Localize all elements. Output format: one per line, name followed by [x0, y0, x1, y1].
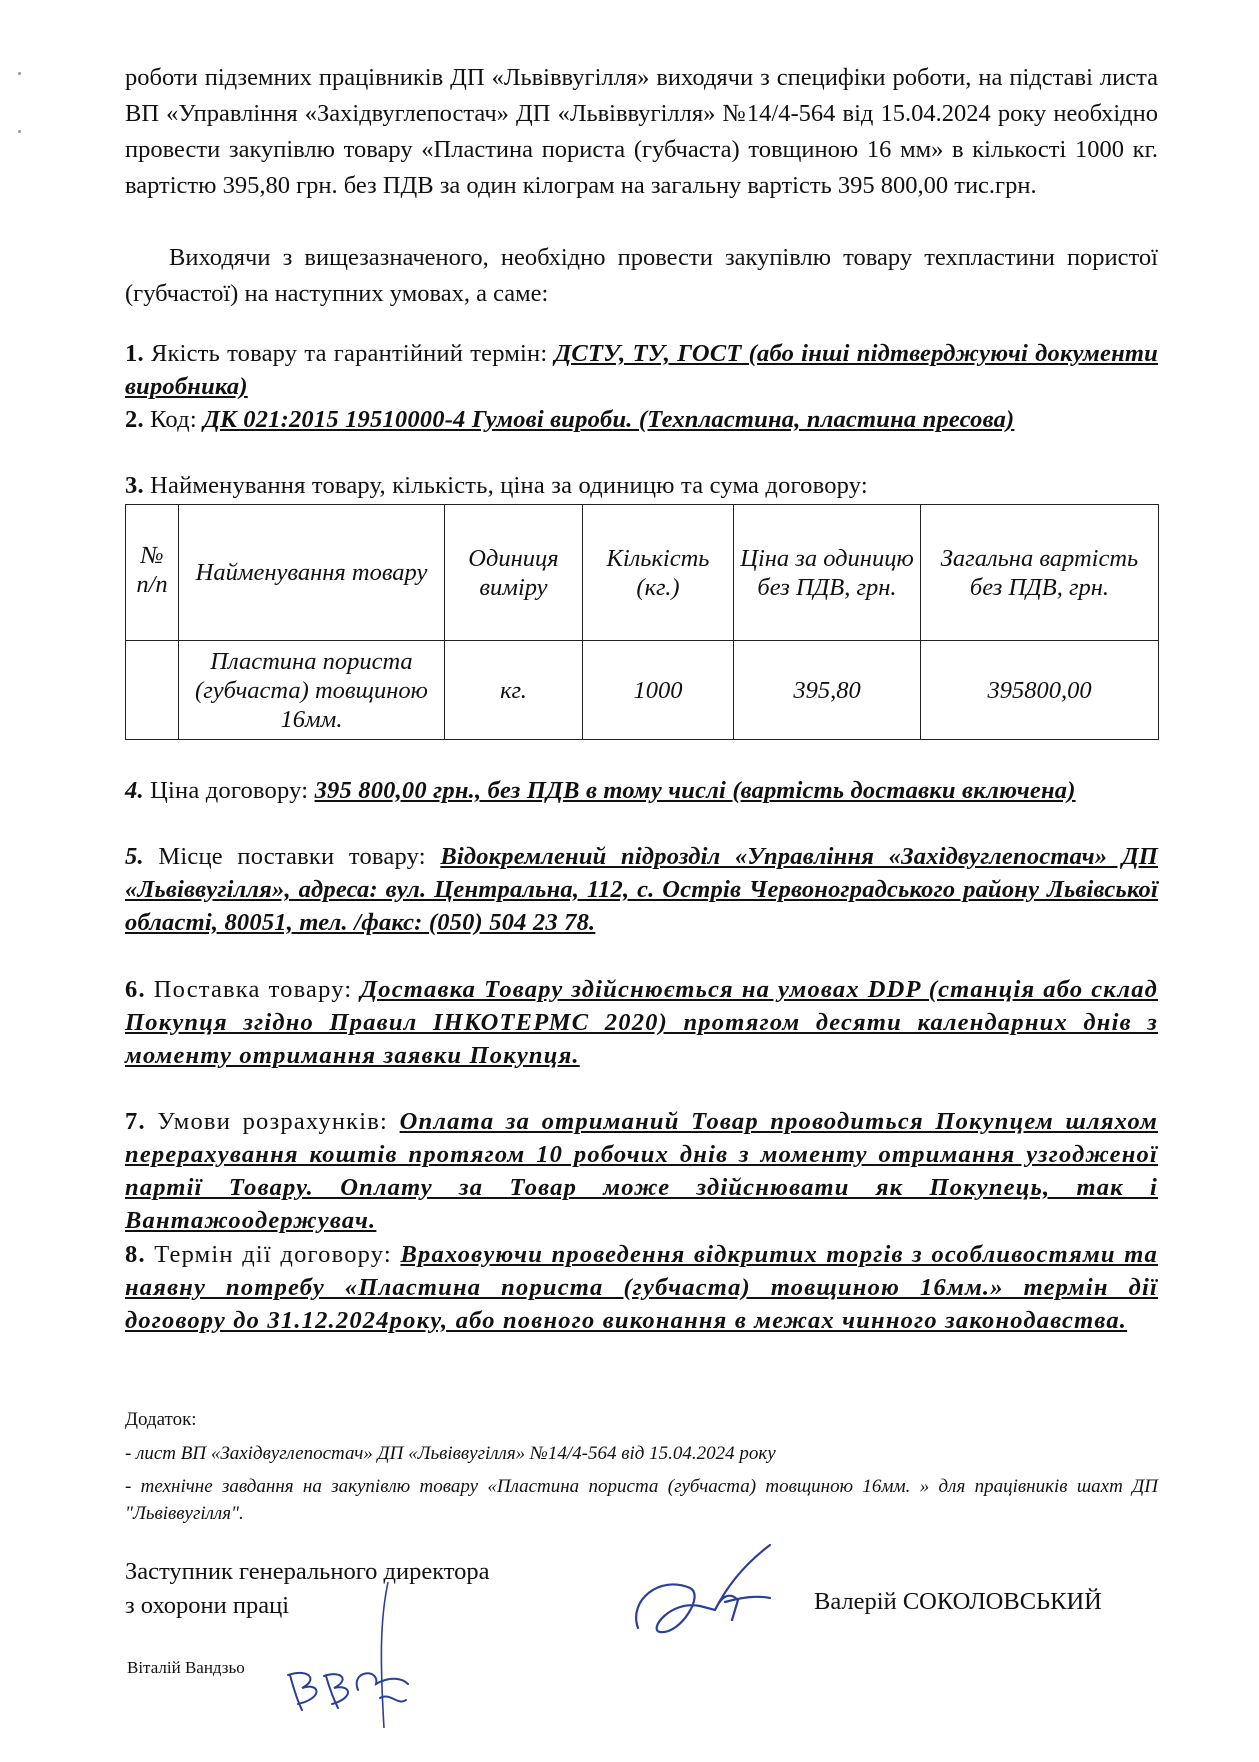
condition-item-2 — [125, 403, 1158, 436]
item-number: 5. — [125, 843, 144, 870]
cell-name: Пластина пориста (губчаста) товщиною 16мм. — [179, 641, 445, 740]
header-unit-price: Ціна за одиницю без ПДВ, грн. — [734, 505, 921, 641]
item-value: Враховуючи проведення відкритих торгів з особливостями та наявну потребу «Пластина пориста (губчаста) товщиною 16мм.» термін дії договору до 31.12.2024року, або повного виконання в межах чинного законодавства. — [125, 1241, 1158, 1334]
attachments-title: Додаток: — [125, 1409, 197, 1430]
item-value: Оплата за отриманий Товар проводиться Покупцем шляхом перерахування коштів протягом 10 робочих днів з моменту отримання узгодженої партії Товару. Оплату за Товар може здійснювати як Покупець, так і Вантажоодержувач. — [125, 1108, 1158, 1234]
cell-unit-price: 395,80 — [734, 641, 921, 740]
executor-signature — [280, 1580, 440, 1730]
condition-item-5 — [125, 840, 1158, 939]
condition-item-8 — [125, 1238, 1158, 1337]
condition-item-3 — [125, 469, 1158, 502]
item-number: 4. — [125, 777, 144, 804]
director-signature — [620, 1540, 790, 1660]
signatory-name: Валерій СОКОЛОВСЬКИЙ — [814, 1588, 1102, 1615]
attachment-item: - лист ВП «Західвуглепостач» ДП «Львіввугілля» №14/4-564 від 15.04.2024 року — [125, 1443, 776, 1464]
signatory-title-line: з охорони праці — [125, 1592, 290, 1619]
item-number: 8. — [125, 1241, 146, 1268]
item-label: Код: — [150, 406, 197, 433]
table-header-row — [126, 505, 1159, 641]
item-number: 2. — [125, 406, 144, 433]
scan-speck — [18, 130, 21, 133]
header-quantity: Кількість (кг.) — [583, 505, 734, 641]
item-value: ДК 021:2015 19510000-4 Гумові вироби. (Техпластина, пластина пресова) — [203, 406, 1015, 433]
header-name: Найменування товару — [179, 505, 445, 641]
cell-unit: кг. — [445, 641, 583, 740]
item-label: Якість товару та гарантійний термін: — [150, 340, 548, 367]
item-value: 395 800,00 грн., без ПДВ в тому числі (вартість доставки включена) — [314, 777, 1076, 804]
executor-name: Віталій Вандзьо — [127, 1658, 245, 1677]
header-unit: Одиниця виміру — [445, 505, 583, 641]
table-row — [126, 641, 1159, 740]
item-value: ДСТУ, ТУ, ГОСТ (або інші підтверджуючі документи виробника) — [125, 340, 1159, 400]
header-number: № п/п — [126, 505, 179, 641]
item-value: Відокремлений підрозділ «Управління «Західвуглепостач» ДП «Львіввугілля», адреса: вул. Центральна, 112, с. Острів Червоноградського району Львівської області, 80051, тел. /факс: (050) 504 23 78. — [125, 843, 1159, 936]
intro-paragraph-2: Виходячи з вищезазначеного, необхідно провести закупівлю товару техпластини пористої (губчастої) на наступних умовах, а саме: — [125, 244, 1158, 307]
item-number: 7. — [125, 1108, 146, 1135]
goods-table — [125, 504, 1159, 740]
condition-item-7 — [125, 1105, 1158, 1237]
item-label: Місце поставки товару: — [158, 843, 426, 870]
cell-number — [126, 641, 179, 740]
item-label: Ціна договору: — [150, 777, 309, 804]
scan-speck — [18, 72, 21, 75]
signatory-title-line: Заступник генерального директора — [125, 1558, 490, 1585]
attachment-item: - технічне завдання на закупівлю товару «Пластина пориста (губчаста) товщиною 16мм. » для працівників шахт ДП "Львіввугілля". — [125, 1476, 1158, 1524]
item-label: Поставка товару: — [153, 976, 353, 1003]
item-number: 1. — [125, 340, 144, 367]
cell-total: 395800,00 — [921, 641, 1159, 740]
condition-item-6 — [125, 973, 1158, 1072]
condition-item-4 — [125, 774, 1158, 807]
intro-paragraph-1: роботи підземних працівників ДП «Львіввугілля» виходячи з специфіки роботи, на підставі листа ВП «Управління «Західвуглепостач» ДП «Львіввугілля» №14/4-564 від 15.04.2024 року необхідно провести закупівлю товару «Пластина пориста (губчаста) товщиною 16 мм» в кількості 1000 кг. вартістю 395,80 грн. без ПДВ за один кілограм на загальну вартість 395 800,00 тис.грн. — [125, 64, 1158, 199]
item-label: Найменування товару, кількість, ціна за одиницю та сума договору: — [150, 472, 868, 499]
item-number: 3. — [125, 472, 144, 499]
item-label: Термін дії договору: — [154, 1241, 392, 1268]
item-value: Доставка Товару здійснюється на умовах DDP (станція або склад Покупця згідно Правил ІНКОТЕРМС 2020) протягом десяти календарних днів з моменту отримання заявки Покупця. — [125, 976, 1158, 1069]
header-total: Загальна вартість без ПДВ, грн. — [921, 505, 1159, 641]
item-label: Умови розрахунків: — [157, 1108, 389, 1135]
cell-quantity: 1000 — [583, 641, 734, 740]
condition-item-1 — [125, 337, 1158, 403]
item-number: 6. — [125, 976, 146, 1003]
